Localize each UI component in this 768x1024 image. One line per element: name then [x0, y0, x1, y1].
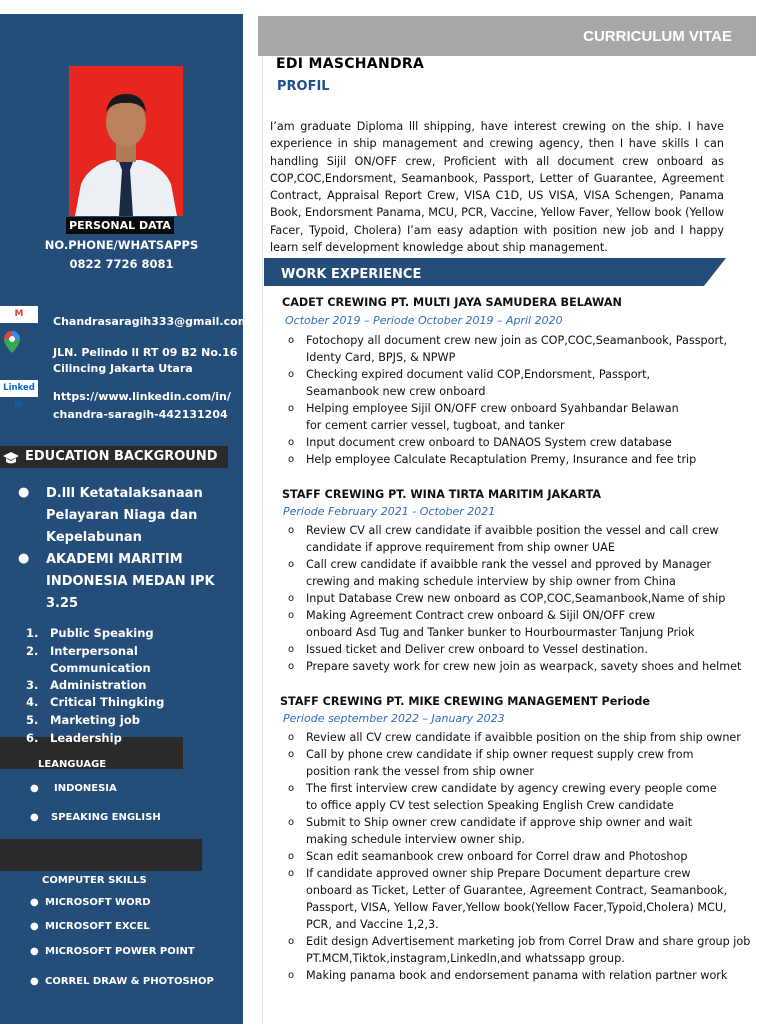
- linkedin-icon: Linked in: [0, 380, 38, 397]
- job-title: STAFF CREWING PT. MIKE CREWING MANAGEMENT Periode: [280, 695, 650, 708]
- language-bullet: ●: [30, 783, 39, 794]
- linkedin-url-line-2[interactable]: chandra-saragih-442131204: [53, 408, 228, 421]
- job-duty: o Input Database Crew new onboard as COP,COC,Seamanbook,Name of ship: [286, 590, 756, 607]
- language-item: SPEAKING ENGLISH: [51, 812, 161, 823]
- job-duty: o Helping employee Sijil ON/OFF crew onboard Syahbandar Belawan for cement carrier vessel, tugboat, and tanker: [286, 400, 756, 434]
- education-title: EDUCATION BACKGROUND: [25, 449, 218, 464]
- computer-skill-item: CORREL DRAW & PHOTOSHOP: [45, 976, 214, 987]
- job-duty: o Review all CV crew candidate if avaibble position on the ship from ship owner: [286, 729, 756, 746]
- language-bullet: ●: [30, 812, 39, 823]
- language-item: INDONESIA: [54, 783, 117, 794]
- job-duty: o Prepare savety work for crew new join as wearpack, savety shoes and helmet: [286, 658, 756, 675]
- job-duty: o Fotochopy all document crew new join as COP,COC,Seamanbook, Passport, Identy Card, BPJS, & NPWP: [286, 332, 756, 366]
- job-duties: [286, 729, 756, 984]
- work-experience-heading: WORK EXPERIENCE: [281, 267, 422, 282]
- computer-skill-item: MICROSOFT EXCEL: [45, 921, 150, 932]
- gmail-icon: M: [0, 306, 38, 323]
- divider-line: [262, 56, 263, 1024]
- computer-skill-bullet: ●: [30, 946, 39, 957]
- linkedin-url-line-1[interactable]: https://www.linkedin.com/in/: [53, 390, 231, 403]
- job-duty: o Making panama book and endorsement panama with relation partner work: [286, 967, 756, 984]
- email-link[interactable]: Chandrasaragih333@gmail.com: [53, 315, 250, 328]
- skill-item: 5. Marketing job: [26, 713, 140, 727]
- computer-skills-title: COMPUTER SKILLS: [42, 875, 147, 886]
- address-line-2: Cilincing Jakarta Utara: [53, 362, 193, 375]
- job-duty: o Issued ticket and Deliver crew onboard to Vessel destination.: [286, 641, 756, 658]
- skill-item: 4. Critical Thingking: [26, 695, 165, 709]
- computer-skills-bar: [0, 839, 202, 871]
- profile-text: I’am graduate Diploma lll shipping, have interest crewing on the ship. I have experience in ship management and crewing agency, then I have skills I can handling Sijil ON/OFF crew, Proficient with all document crew onboard as COP,COC,Endorsment, Seamanbook, Passport, Letter of Guarantee, Agreement Contract, Appraisal Report Crew, VISA C1D, US VISA, VISA Schengen, Panama Book, Endorsment Panama, MCU, PCR, Vaccine, Yellow Faver, Yellow book (Yellow Facer, Typoid, Cholera) I’am easy adaption with position new job and I happy learn self development knowledge about ship management.: [270, 120, 724, 255]
- education-item: AKADEMI MARITIM INDONESIA MEDAN IPK 3.25: [46, 552, 215, 611]
- job-duty: o Making Agreement Contract crew onboard & Sijil ON/OFF crew onboard Asd Tug and Tanker bunker to Hourbourmaster Tanjung Priok: [286, 607, 756, 641]
- cv-header-bar: [258, 16, 756, 56]
- job-period: Periode February 2021 - October 2021: [283, 505, 496, 518]
- job-period: Periode september 2022 – January 2023: [283, 712, 505, 725]
- job-duty: o If candidate approved owner ship Prepare Document departure crew onboard as Ticket, Letter of Guarantee, Agreement Contract, Seamanbook, Passport, VISA, Yellow Faver,Yellow book(Yellow Facer,Typoid,Cholera) MCU, PCR, and Vaccine 1,2,3.: [286, 865, 756, 933]
- phone-label: NO.PHONE/WHATSAPPS: [44, 238, 199, 252]
- job-duty: o Review CV all crew candidate if avaibble position the vessel and call crew candidate if approve requirement from ship owner UAE: [286, 522, 756, 556]
- education-bullet: ●: [18, 551, 30, 566]
- job-duty: o The first interview crew candidate by agency crewing every people come to office apply CV test selection Speaking English Crew candidate: [286, 780, 756, 814]
- job-title: CADET CREWING PT. MULTI JAYA SAMUDERA BELAWAN: [282, 296, 622, 309]
- computer-skill-bullet: ●: [30, 976, 39, 987]
- job-duties: [286, 332, 756, 468]
- job-duty: o Input document crew onboard to DANAOS System crew database: [286, 434, 756, 451]
- person-name: EDI MASCHANDRA: [276, 56, 425, 72]
- computer-skill-bullet: ●: [30, 921, 39, 932]
- language-title: LEANGUAGE: [38, 759, 107, 770]
- profile-photo: [69, 66, 183, 216]
- job-duty: o Checking expired document valid COP,Endorsment, Passport, Seamanbook new crew onboard: [286, 366, 756, 400]
- job-period: October 2019 – Periode October 2019 – April 2020: [285, 314, 563, 327]
- skill-item: 6. Leadership: [26, 731, 122, 745]
- address-line-1: JLN. Pelindo ll RT 09 B2 No.16: [53, 346, 238, 359]
- profile-heading: PROFIL: [277, 79, 330, 94]
- skill-item: 3. Administration: [26, 678, 147, 692]
- job-title: STAFF CREWING PT. WINA TIRTA MARITIM JAKARTA: [282, 488, 602, 501]
- job-duty: o Scan edit seamanbook crew onboard for Correl draw and Photoshop: [286, 848, 756, 865]
- map-pin-icon: [4, 331, 20, 353]
- job-duty: o Submit to Ship owner crew candidate if approve ship owner and wait making schedule interview owner ship.: [286, 814, 756, 848]
- education-item: D.lll Ketatalaksanaan Pelayaran Niaga dan Kepelabunan: [46, 486, 203, 545]
- computer-skill-item: MICROSOFT WORD: [45, 897, 151, 908]
- computer-skill-item: MICROSOFT POWER POINT: [45, 946, 195, 957]
- job-duty: o Call crew candidate if avaibble rank the vessel and pproved by Manager crewing and making schedule interview by ship owner from China: [286, 556, 756, 590]
- graduation-cap-icon: [2, 450, 20, 464]
- job-duty: o Edit design Advertisement marketing job from Correl Draw and share group job PT.MCM,Tiktok,instagram,Linkedln,and whatssapp group.: [286, 933, 756, 967]
- skill-item: 1. Public Speaking: [26, 626, 154, 640]
- computer-skill-bullet: ●: [30, 897, 39, 908]
- phone-number: 0822 7726 8081: [69, 257, 174, 271]
- personal-data-title: PERSONAL DATA: [66, 217, 174, 234]
- job-duty: o Help employee Calculate Recaptulation Premy, Insurance and fee trip: [286, 451, 756, 468]
- skill-item: 2. Interpersonal Communication: [26, 644, 151, 675]
- education-bullet: ●: [18, 485, 30, 500]
- job-duty: o Call by phone crew candidate if ship owner request supply crew from position rank the vessel from ship owner: [286, 746, 756, 780]
- job-duties: [286, 522, 756, 675]
- cv-header-title: CURRICULUM VITAE: [583, 28, 732, 45]
